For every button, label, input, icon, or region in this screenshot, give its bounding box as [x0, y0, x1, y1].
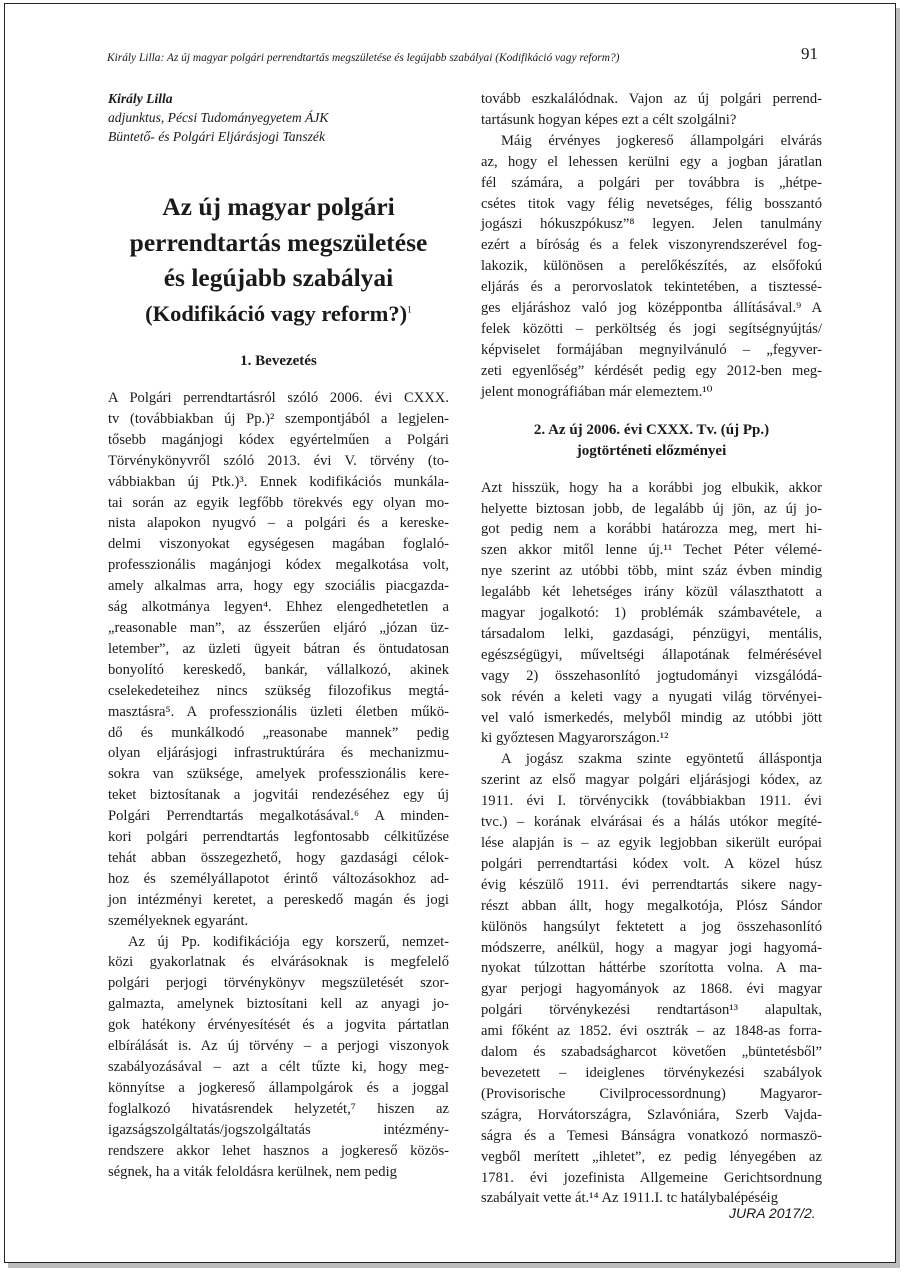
text-line: professzionális magánjogi kódex megalkotása volt, — [108, 557, 449, 574]
page-number: 91 — [801, 44, 818, 63]
text-line: ki győztesen Magyarországon.¹² — [481, 730, 669, 747]
text-line: dő és munkálkodó „reasonabe mannek” pedig — [108, 724, 449, 741]
text-line: magyar jogalkotó: 1) problémák számbavétele, a — [481, 605, 822, 622]
text-line: lakozik, különösen a perelőkészítés, az elsőfokú — [481, 258, 822, 275]
text-line: hoz és személyállapotot érintő változásokhoz ad- — [108, 870, 449, 887]
text-line: „reasonable man”, az ésszerűen eljáró „józan üz- — [108, 619, 449, 636]
text-line: ság alkotmánya legyen⁴. Ehhez elengedhetetlen a — [108, 599, 449, 616]
text-line: szágra, Horvátországra, Szlavóniára, Szerb Vajda- — [481, 1106, 822, 1123]
text-line: cselekedeteihez nincs szükség filozofikus megtá- — [108, 682, 449, 699]
text-line: gok hatékony érvényesítését és a jogvita pártatlan — [108, 1017, 449, 1034]
section-heading — [481, 420, 822, 462]
text-line: szabályait vette át.¹⁴ Az 1911.I. tc hatálybalépéséig — [481, 1190, 779, 1207]
text-line: 1781. évi jozefinista Allgemeine Gerichtsordnung — [481, 1169, 822, 1186]
text-line: eljárás és a perorvoslatok tekintetében, a tisztessé- — [481, 279, 822, 296]
text-line: ságra és a Temesi Bánságra vonatkozó normaszö- — [481, 1127, 822, 1144]
text-line: jon intézményi keretet, a pereskedő magán és jogi — [108, 891, 449, 908]
text-line: amely alkalmas arra, hogy egy szociális piacgazda- — [108, 578, 449, 595]
text-line: különös hangsúlyt fektetett a jog összehasonlító — [481, 918, 822, 935]
text-line: könnyítse a jogkereső állampolgárok és a joggal — [108, 1079, 449, 1096]
text-line: legalább két lehetséges irány közül választhatott a — [481, 584, 822, 601]
text-line: kori polgári perrendtartás legfontosabb célkitűzése — [108, 829, 449, 846]
section-heading-line: jogtörténeti előzményei — [576, 442, 727, 459]
text-line: masztásra⁵. A professzionális üzleti életben műkö- — [108, 703, 449, 720]
title-subtitle — [108, 296, 449, 332]
text-line: galmazta, amelynek biztosítani kell az anyagi jo- — [108, 996, 449, 1013]
text-line: módszerre, anélkül, hogy a magyar jogi hagyomá- — [481, 939, 822, 956]
text-line: ami főként az 1852. évi osztrák – az 1848-as forra- — [481, 1023, 822, 1040]
text-line: Máig érvényes jogkereső állampolgári elvárás — [501, 132, 822, 149]
text-line: letember”, az üzleti ügyeit bátran és öntudatosan — [108, 640, 449, 657]
text-line: tartásunk hogyan képes ezt a célt szolgálni? — [481, 111, 737, 128]
text-line: foglalkozó hivatásrendek helyzetét,⁷ hiszen az — [108, 1100, 449, 1117]
running-header: Király Lilla: Az új magyar polgári perrendtartás megszületése és legújabb szabályai (Kodifikáció vagy reform?) — [107, 52, 620, 64]
text-line: személyeknek egyaránt. — [108, 912, 249, 929]
author-name: Király Lilla — [108, 91, 173, 106]
text-line: tvc.) – korának elvárásai és a hálás utókor megíté- — [481, 814, 822, 831]
text-line: (Provisorische Civilprocessordnung) Magyaror- — [481, 1085, 822, 1102]
journal-footer: JURA 2017/2. — [729, 1205, 816, 1221]
author-department: Büntető- és Polgári Eljárásjogi Tanszék — [108, 129, 325, 144]
text-line: ges eljáráshoz való jog középpontba állításával.⁹ A — [481, 300, 822, 317]
text-line: polgári perjogi törvénykönyv megszületését szor- — [108, 975, 449, 992]
text-line: Azt hisszük, hogy ha a korábbi jog elbukik, akkor — [481, 479, 822, 496]
article-title — [108, 189, 449, 331]
text-line: dalom és szabadságharcot követően „büntetésből” — [481, 1044, 822, 1061]
text-line: igazságszolgáltatás/jogszolgáltatás intézmény- — [108, 1121, 449, 1138]
text-line: delmi viszonyokat egységesen magában foglaló- — [108, 536, 449, 553]
text-line: 1911. évi I. törvénycikk (továbbiakban 1911. évi — [481, 793, 822, 810]
text-line: polgári törvénykezési rendtartáson¹³ alapultak, — [481, 1002, 822, 1019]
paragraph — [481, 478, 822, 750]
text-line: olyan eljárásjogi infrastruktúrára és mechanizmu- — [108, 745, 449, 762]
text-line: vagy 2) összehasonlító jogtudományi vizsgálódá- — [481, 667, 822, 684]
text-line: A jogász szakma szinte egyöntetű álláspontja — [501, 751, 822, 768]
text-line: A Polgári perrendtartásról szóló 2006. évi CXXX. — [108, 390, 449, 406]
text-line: vel való ismerkedés, melyből mindig az utóbbi jött — [481, 709, 822, 726]
text-line: sokra van szüksége, amelyek professzionális kere- — [108, 766, 449, 783]
text-line: évig készülő 1911. évi perrendtartás sikere nagy- — [481, 876, 822, 893]
text-line: közi gyakorlatnak és elvárásoknak is megfelelő — [108, 954, 449, 971]
text-line: fél számára, a polgári per továbbra is „hétpe- — [481, 174, 822, 191]
section-heading-line: 2. Az új 2006. évi CXXX. Tv. (új Pp.) — [533, 421, 770, 438]
text-line: tősebb magánjogi kódex egyértelműen a Polgári — [108, 431, 449, 448]
text-line: vábbiakban új Ptk.)³. Ennek kodifikációs munkála- — [108, 473, 449, 490]
text-line: Törvénykönyvről szóló 2013. évi V. törvény (to- — [108, 452, 449, 469]
text-line: csétes titok vagy félig nevetséges, félig bosszantó — [481, 195, 822, 212]
paragraph — [108, 932, 449, 1183]
text-line: elbírálását is. Az új törvény – a perjogi viszonyok — [108, 1038, 449, 1055]
paragraph — [481, 131, 822, 403]
text-line: az, hogy el lehessen kerülni egy a jogban járatlan — [481, 153, 822, 170]
text-line: nyokat túlzottan háttérbe szorította volna. A ma- — [481, 960, 822, 977]
title-line: perrendtartás megszületése — [129, 227, 428, 257]
text-line: bonyolító kereskedő, bankár, vállalkozó, akinek — [108, 661, 449, 678]
text-line: tovább eszkalálódnak. Vajon az új polgári perrend- — [481, 91, 822, 107]
text-line: egészségügyi, műveltségi állapotának felmérésével — [481, 646, 822, 663]
text-line: nye szerint az utóbbi több, mint száz évben mindig — [481, 563, 822, 580]
text-line: tehát abban összegezhető, hogy gazdasági célok- — [108, 849, 449, 866]
text-line: lése alapján is – az egyik legjobban sikerült európai — [481, 835, 822, 851]
left-column — [108, 89, 449, 1182]
text-line: teket biztosítanak a jogvitái rendezéséhez egy új — [108, 787, 449, 804]
text-line: képviselet formájában megnyilvánuló – „fegyver- — [481, 341, 822, 358]
section-heading: 1. Bevezetés — [240, 353, 317, 369]
text-line: társadalom lelki, gazdasági, pénzügyi, mentális, — [481, 625, 822, 642]
text-line: ségnek, ha a viták feloldásra kerülnek, nem pedig — [108, 1163, 397, 1180]
text-line: zeti egyenlőség” kérdését pedig egy 2012-ben meg- — [481, 362, 822, 379]
paragraph — [481, 749, 822, 1209]
text-line: bevezetett – ideiglenes törvénykezési szabályok — [481, 1064, 822, 1081]
title-subtitle-text: (Kodifikáció vagy reform?) — [145, 300, 408, 326]
title-line: Az új magyar polgári — [162, 192, 395, 221]
text-line: felek közötti – perköltség és jogi segítségnyújtás/ — [481, 320, 822, 337]
text-line: szabályozásával – azt a célt tűzte ki, hogy meg- — [108, 1059, 449, 1075]
text-line: Az új Pp. kodifikációja egy korszerű, nemzet- — [128, 933, 449, 950]
author-position: adjunktus, Pécsi Tudományegyetem ÁJK — [108, 110, 329, 125]
right-column — [481, 89, 822, 1209]
text-line: nista alapokon nyugvó – a polgári és a kereske- — [108, 515, 449, 532]
text-line: szen akkor mitől lenne új.¹¹ Techet Péter vélemé- — [481, 542, 822, 559]
author-block — [108, 89, 449, 146]
title-line: és legújabb szabályai — [163, 263, 394, 292]
text-line: Polgári Perrendtartás megalkotásával.⁶ A minden- — [108, 808, 449, 825]
text-line: helyette biztosan jobb, de legalább új jön, az új jo- — [481, 500, 822, 517]
text-line: gyar perjogi hagyományok az 1868. évi magyar — [481, 981, 822, 998]
paragraph — [108, 388, 449, 932]
footnote-marker: 1 — [407, 305, 412, 315]
text-line: tv (továbbiakban új Pp.)² szempontjából a legjelen- — [108, 410, 449, 427]
text-line: szerint az első magyar polgári eljárásjogi kódex, az — [481, 772, 822, 789]
text-line: ezért a bíróság és a felek viszonyrendszerével fog- — [481, 237, 822, 254]
text-line: polgári perrendtartási kódex volt. A közel húsz — [481, 855, 822, 872]
text-line: rendszere akkor lehet hasznos a jogkereső közös- — [108, 1142, 449, 1159]
text-line: sok révén a keleti vagy a nyugati világ törvényei- — [481, 688, 822, 705]
text-line: vegből merített „ihletet”, ez pedig lényegében az — [481, 1148, 822, 1165]
text-line: jelent monográfiában már elemeztem.¹⁰ — [481, 383, 713, 400]
text-line: jogászi hókuszpókusz”⁸ legyen. Jelen tanulmány — [481, 216, 822, 233]
text-line: got pedig nem a korábbi határozza meg, mert hi- — [481, 521, 822, 538]
text-line: tai során az egyik legfőbb törekvés egy olyan mo- — [108, 494, 449, 511]
text-line: részt abban állt, hogy megalkotója, Plósz Sándor — [481, 897, 822, 914]
paragraph — [481, 89, 822, 131]
